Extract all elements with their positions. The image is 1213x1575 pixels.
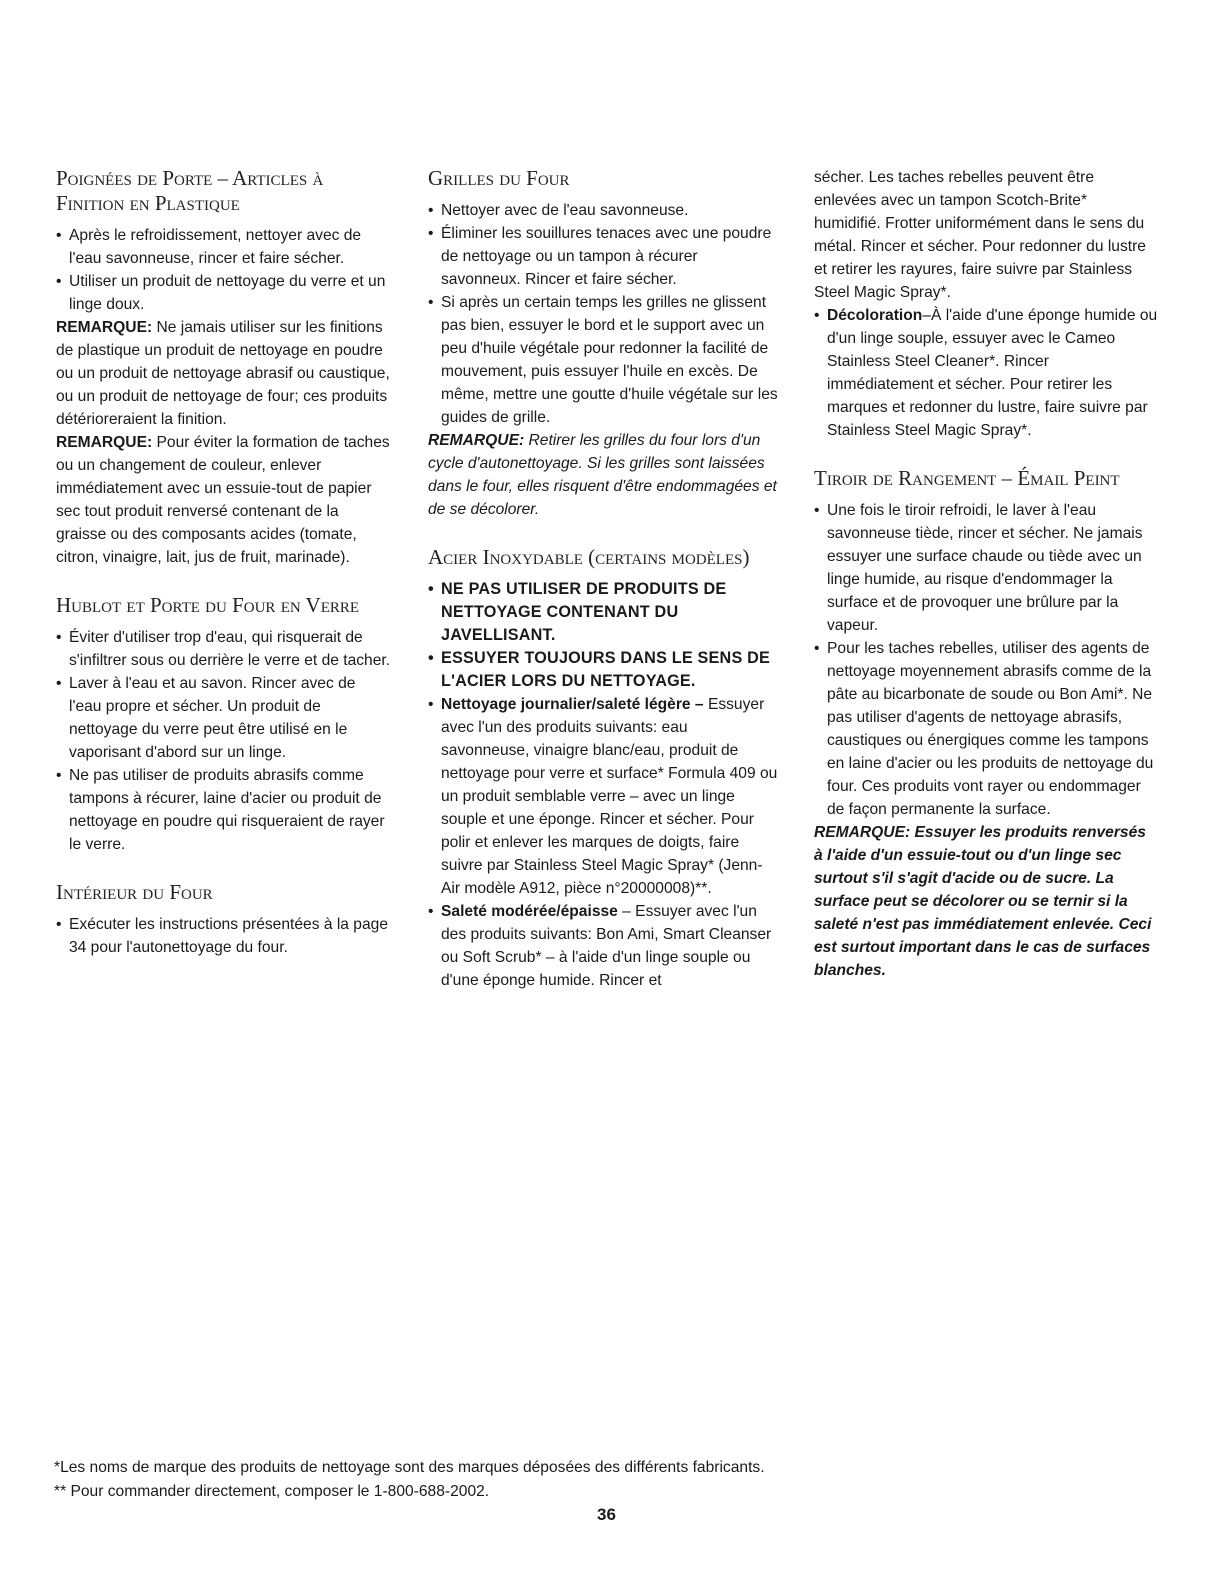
list-item: • Nettoyer avec de l'eau savonneuse.	[428, 199, 780, 222]
continued-paragraph: sécher. Les taches rebelles peuvent être enlevées avec un tampon Scotch-Brite* humidifié. Frotter uniformément dans le sens du métal. Rincer et sécher. Pour redonner du lustre et retirer les rayures, faire suivre par Stainless Steel Magic Spray*.	[814, 169, 1146, 301]
column-middle	[428, 166, 780, 992]
note-label: REMARQUE:	[428, 432, 525, 449]
note-paragraph	[56, 431, 392, 569]
list-item: • Pour les taches rebelles, utiliser des agents de nettoyage moyennement abrasifs comme de la pâte au bicarbonate de soude ou Bon Ami*. Ne pas utiliser d'agents de nettoyage abrasifs, caustiques ou énergiques comme les tampons en laine d'acier ou les produits de nettoyage du four. Ces produits vont rayer ou endommager de façon permanente la surface.	[814, 637, 1158, 821]
note-text: Pour éviter la formation de taches ou un changement de couleur, enlever immédiatement avec un essuie-tout de papier sec tout produit renversé contenant de la graisse ou des composants acides (tomate, citron, vinaigre, lait, jus de fruit, marinade).	[56, 434, 390, 566]
note-paragraph: REMARQUE: Essuyer les produits renversés à l'aide d'un essuie-tout ou d'un linge sec surtout s'il s'agit d'acide ou de sucre. La surface peut se décolorer ou se ternir si la saleté n'est pas immédiatement enlevée. Ceci est surtout important dans le cas de surfaces blanches.	[814, 824, 1152, 979]
list-item: • Utiliser un produit de nettoyage du verre et un linge doux.	[56, 270, 392, 316]
heading-oven-window: Hublot et Porte du Four en Verre	[56, 593, 360, 617]
column-left	[56, 166, 392, 959]
item-text: –À l'aide d'une éponge humide ou d'un linge souple, essuyer avec le Cameo Stainless Steel Cleaner*. Rincer immédiatement et sécher. Pour retirer les marques et redonner du lustre, faire suivre par Stainless Steel Magic Spray*.	[827, 307, 1158, 439]
heading-stainless-steel: Acier Inoxydable (certains modèles)	[428, 545, 750, 569]
list-item	[814, 304, 1158, 442]
item-label: Nettoyage journalier/saleté légère –	[441, 696, 704, 713]
list-item	[428, 693, 780, 900]
note-paragraph	[56, 316, 392, 431]
footnote-order: ** Pour commander directement, composer le 1-800-688-2002.	[54, 1483, 490, 1500]
note-text: Ne jamais utiliser sur les finitions de plastique un produit de nettoyage en poudre ou un produit de nettoyage abrasif ou caustique, ou un produit de nettoyage de four; ces produits détérioreraient la finition.	[56, 319, 390, 428]
item-label: Saleté modérée/épaisse	[441, 903, 618, 920]
heading-oven-interior: Intérieur du Four	[56, 880, 213, 904]
item-text: Essuyer avec l'un des produits suivants: eau savonneuse, vinaigre blanc/eau, produit de nettoyage pour verre et surface* Formula 409 ou un produit semblable verre – avec un linge souple et une éponge. Rincer et sécher. Pour polir et enlever les marques de doigts, faire suivre par Stainless Steel Magic Spray* (Jenn-Air modèle A912, pièce n°20000008)**.	[441, 696, 778, 897]
page-number: 36	[597, 1505, 616, 1524]
item-text: – Essuyer avec l'un des produits suivants: Bon Ami, Smart Cleanser ou Soft Scrub* – à l'aide d'un linge souple ou d'une éponge humide. Rincer et	[441, 903, 772, 989]
warning-no-bleach: • NE PAS UTILISER DE PRODUITS DE NETTOYAGE CONTENANT DU JAVELLISANT.	[428, 578, 780, 647]
list-item: • Laver à l'eau et au savon. Rincer avec de l'eau propre et sécher. Un produit de nettoyage du verre peut être utilisé en le vaporisant d'abord sur un linge.	[56, 672, 392, 764]
list-item: • Après le refroidissement, nettoyer avec de l'eau savonneuse, rincer et faire sécher.	[56, 224, 392, 270]
item-label: Décoloration	[827, 307, 923, 324]
column-right	[814, 166, 1158, 982]
note-text: Retirer les grilles du four lors d'un cycle d'autonettoyage. Si les grilles sont laissées dans le four, elles risquent d'être endommagées et de se décolorer.	[428, 432, 777, 518]
list-item: • Une fois le tiroir refroidi, le laver à l'eau savonneuse tiède, rincer et sécher. Ne jamais essuyer une surface chaude ou tiède avec un linge humide, au risque d'endommager la surface et de provoquer une brûlure par la vapeur.	[814, 499, 1158, 637]
list-item: • Exécuter les instructions présentées à la page 34 pour l'autonettoyage du four.	[56, 913, 392, 959]
list-item: • Ne pas utiliser de produits abrasifs comme tampons à récurer, laine d'acier ou produit de nettoyage en poudre qui risqueraient de rayer le verre.	[56, 764, 392, 856]
list-item: • Si après un certain temps les grilles ne glissent pas bien, essuyer le bord et le support avec un peu d'huile végétale pour redonner la facilité de mouvement, puis essuyer l'huile en excès. De même, mettre une goutte d'huile végétale sur les guides de grille.	[428, 291, 780, 429]
heading-door-handles: Poignées de Porte – Articles à Finition en Plastique	[56, 166, 324, 215]
list-item	[428, 900, 780, 992]
footnote-brands: *Les noms de marque des produits de nettoyage sont des marques déposées des différents fabricants.	[54, 1459, 765, 1476]
list-item: • Éliminer les souillures tenaces avec une poudre de nettoyage ou un tampon à récurer savonneux. Rincer et faire sécher.	[428, 222, 780, 291]
note-label: REMARQUE:	[56, 434, 153, 451]
warning-grain-direction: • ESSUYER TOUJOURS DANS LE SENS DE L'ACIER LORS DU NETTOYAGE.	[428, 647, 780, 693]
note-paragraph	[428, 429, 780, 521]
heading-storage-drawer: Tiroir de Rangement – Émail Peint	[814, 466, 1120, 490]
heading-oven-racks: Grilles du Four	[428, 166, 570, 190]
footnotes	[54, 1456, 765, 1504]
note-label: REMARQUE:	[56, 319, 153, 336]
list-item: • Éviter d'utiliser trop d'eau, qui risquerait de s'infiltrer sous ou derrière le verre et de tacher.	[56, 626, 392, 672]
